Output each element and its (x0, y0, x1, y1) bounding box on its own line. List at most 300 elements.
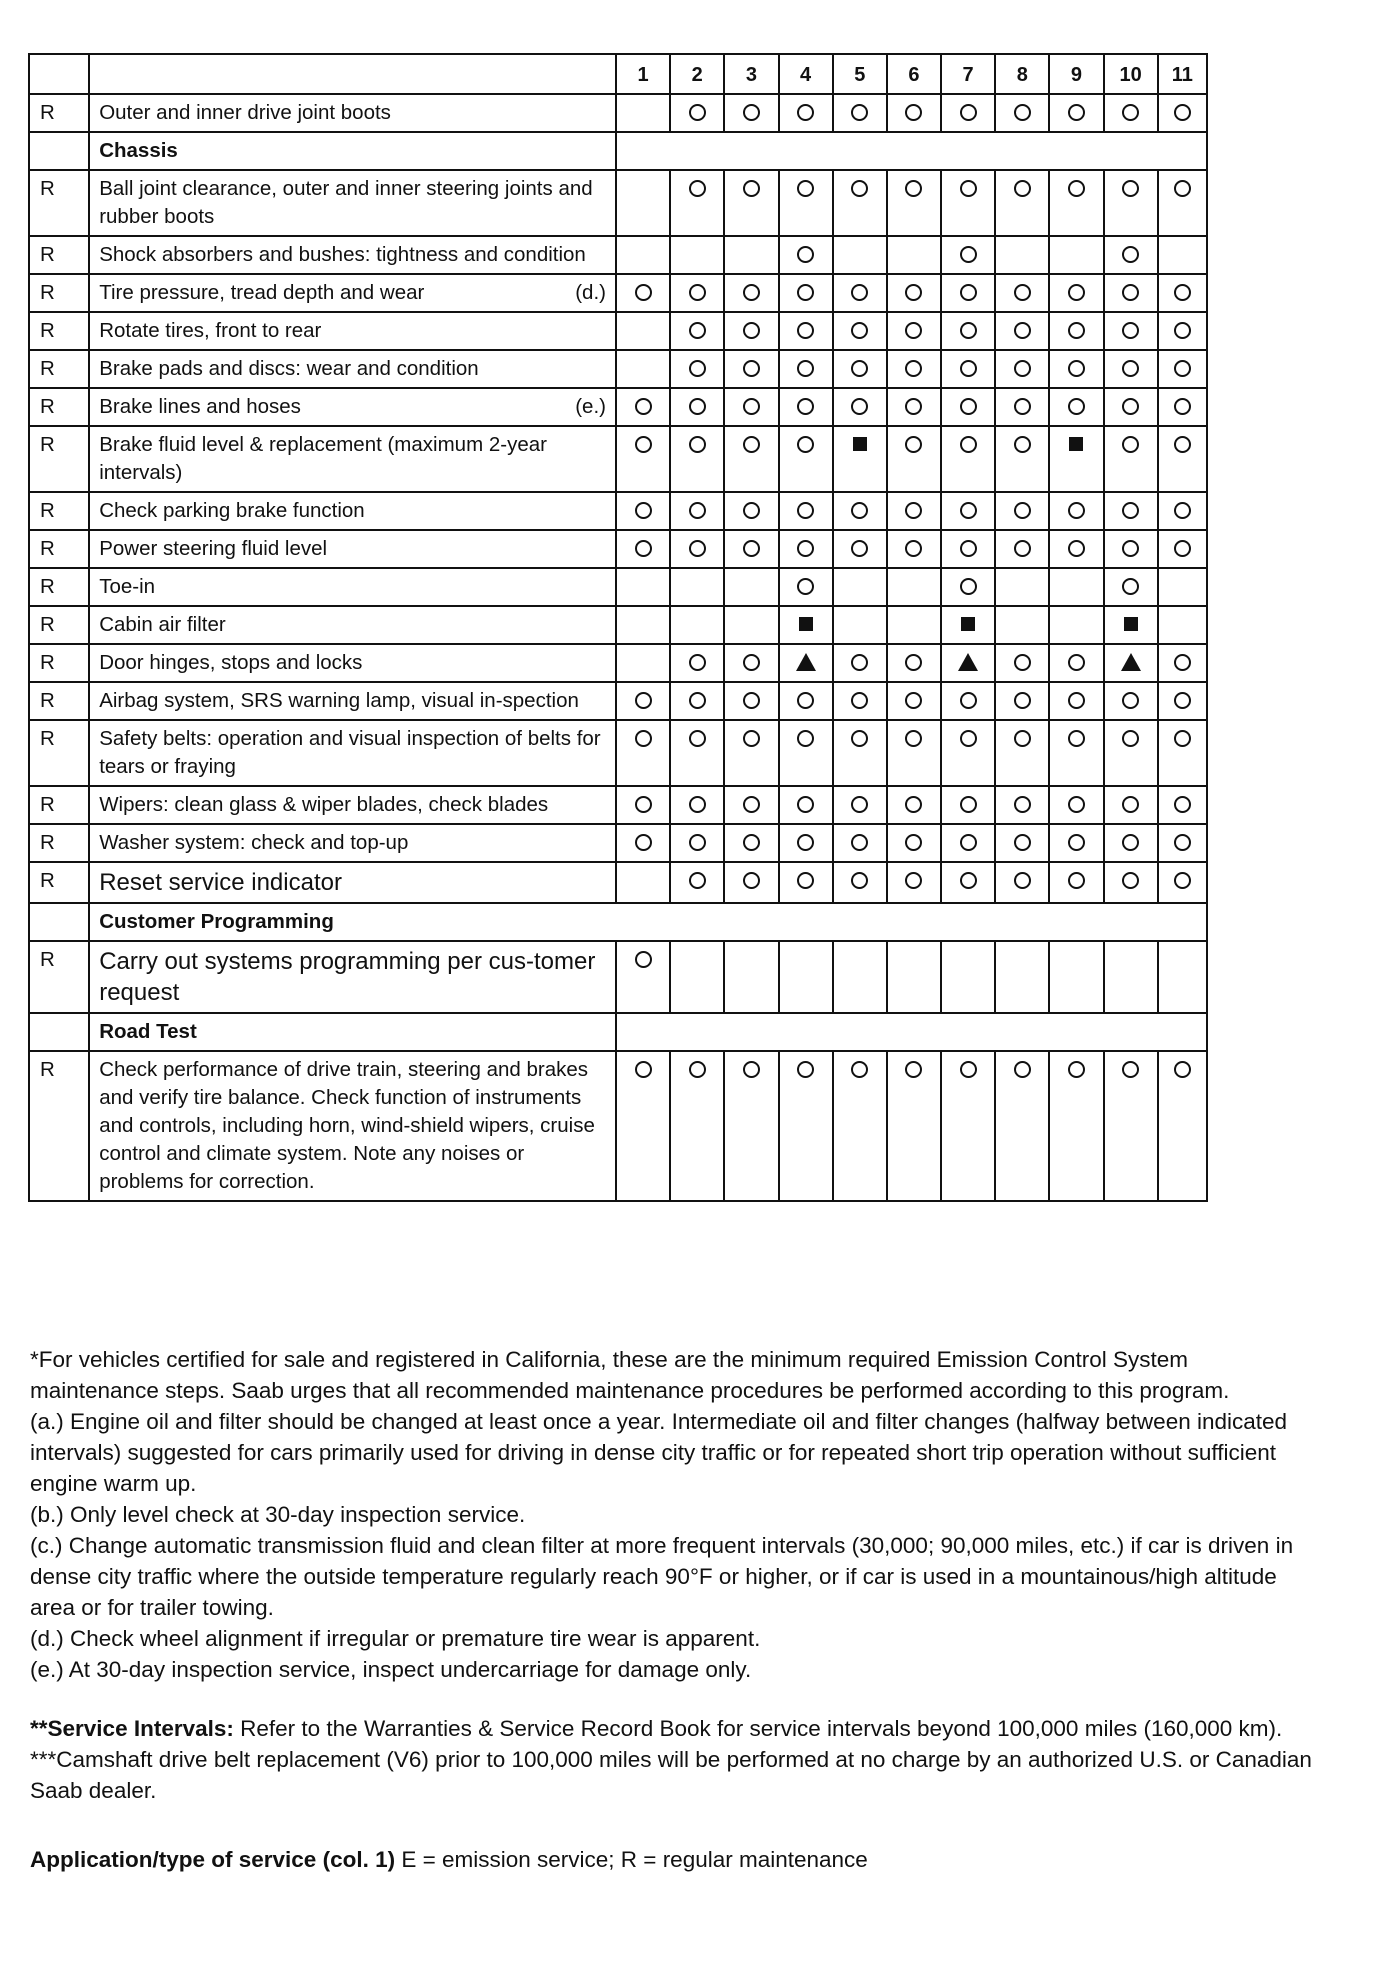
header-blank-label (89, 54, 616, 94)
interval-cell (995, 644, 1049, 682)
circle-check-icon (1174, 502, 1191, 519)
section-app-cell (29, 1013, 89, 1051)
item-label-cell (89, 312, 616, 350)
interval-cell (779, 388, 833, 426)
interval-cell (670, 824, 724, 862)
interval-cell (1049, 862, 1103, 903)
item-label-cell (89, 170, 616, 236)
table-header-row (29, 54, 1207, 94)
interval-cell (724, 786, 778, 824)
interval-cell (887, 1051, 941, 1201)
circle-check-icon (1122, 1061, 1139, 1078)
interval-cell (887, 492, 941, 530)
circle-check-icon (960, 834, 977, 851)
table-row (29, 492, 1207, 530)
circle-check-icon (905, 540, 922, 557)
interval-cell (724, 350, 778, 388)
interval-cell (1104, 492, 1158, 530)
interval-cell (616, 824, 670, 862)
interval-cell (1049, 350, 1103, 388)
interval-cell (670, 530, 724, 568)
interval-cell (995, 941, 1049, 1013)
circle-check-icon (689, 692, 706, 709)
interval-cell (1158, 568, 1207, 606)
circle-check-icon (797, 322, 814, 339)
application-code: R (29, 236, 89, 274)
circle-check-icon (635, 796, 652, 813)
interval-cell (1049, 312, 1103, 350)
interval-cell (1104, 274, 1158, 312)
column-header: 7 (941, 54, 995, 94)
circle-check-icon (797, 502, 814, 519)
interval-cell (887, 862, 941, 903)
circle-check-icon (1014, 692, 1031, 709)
triangle-lubricate-icon (796, 653, 816, 671)
interval-cell (779, 644, 833, 682)
item-label-cell (89, 350, 616, 388)
interval-cell (833, 274, 887, 312)
interval-cell (1104, 720, 1158, 786)
application-legend (30, 1844, 1320, 1875)
table-row (29, 388, 1207, 426)
circle-check-icon (743, 796, 760, 813)
table-row (29, 862, 1207, 903)
interval-cell (1104, 824, 1158, 862)
interval-cell (616, 170, 670, 236)
application-code: R (29, 388, 89, 426)
application-code: R (29, 786, 89, 824)
circle-check-icon (1014, 834, 1031, 851)
interval-cell (779, 274, 833, 312)
interval-cell (941, 568, 995, 606)
circle-check-icon (851, 502, 868, 519)
column-header: 3 (724, 54, 778, 94)
circle-check-icon (1014, 104, 1031, 121)
interval-cell (833, 426, 887, 492)
item-label-cell (89, 388, 616, 426)
circle-check-icon (1174, 540, 1191, 557)
circle-check-icon (851, 796, 868, 813)
circle-check-icon (1068, 1061, 1085, 1078)
interval-cell (724, 236, 778, 274)
circle-check-icon (851, 692, 868, 709)
circle-check-icon (1068, 730, 1085, 747)
item-label: Tire pressure, tread depth and wear (99, 281, 425, 304)
interval-cell (1158, 1051, 1207, 1201)
section-title: Road Test (89, 1013, 616, 1051)
service-intervals-text: Refer to the Warranties & Service Record Book for service intervals beyond 100,000 miles (160,000 km). (233, 1716, 1283, 1741)
interval-cell (616, 350, 670, 388)
square-replace-icon (853, 437, 867, 451)
circle-check-icon (1068, 180, 1085, 197)
interval-cell (1049, 682, 1103, 720)
interval-cell (941, 274, 995, 312)
interval-cell (1104, 682, 1158, 720)
circle-check-icon (960, 540, 977, 557)
note-a: (a.) Engine oil and filter should be changed at least once a year. Intermediate oil and filter changes (halfway between indicated intervals) suggested for cars primarily used for driving in dense city traffic or for repeated short trip operation without sufficient engine warm up. (30, 1409, 1288, 1496)
interval-cell (616, 94, 670, 132)
circle-check-icon (635, 834, 652, 851)
circle-check-icon (1014, 502, 1031, 519)
interval-cell (833, 350, 887, 388)
circle-check-icon (797, 436, 814, 453)
circle-check-icon (743, 654, 760, 671)
interval-cell (833, 606, 887, 644)
interval-cell (724, 941, 778, 1013)
circle-check-icon (1068, 104, 1085, 121)
interval-cell (779, 426, 833, 492)
section-title: Customer Programming (89, 903, 1207, 941)
interval-cell (779, 568, 833, 606)
interval-cell (941, 236, 995, 274)
circle-check-icon (960, 730, 977, 747)
application-code: R (29, 720, 89, 786)
circle-check-icon (905, 360, 922, 377)
interval-cell (1049, 824, 1103, 862)
interval-cell (941, 312, 995, 350)
interval-cell (887, 941, 941, 1013)
circle-check-icon (797, 104, 814, 121)
circle-check-icon (1014, 360, 1031, 377)
interval-cell (1049, 236, 1103, 274)
circle-check-icon (743, 502, 760, 519)
interval-cell (670, 492, 724, 530)
application-code: R (29, 94, 89, 132)
interval-cell (779, 1051, 833, 1201)
table-row (29, 824, 1207, 862)
circle-check-icon (797, 1061, 814, 1078)
interval-cell (887, 824, 941, 862)
circle-check-icon (905, 872, 922, 889)
interval-cell (779, 682, 833, 720)
interval-cell (616, 606, 670, 644)
circle-check-icon (635, 540, 652, 557)
camshaft-note: ***Camshaft drive belt replacement (V6) prior to 100,000 miles will be performed at no charge by an authorized U.S. or Canadian Saab dealer. (30, 1747, 1312, 1803)
interval-cell (616, 312, 670, 350)
interval-cell (670, 862, 724, 903)
application-code: R (29, 274, 89, 312)
circle-check-icon (1174, 796, 1191, 813)
circle-check-icon (743, 872, 760, 889)
interval-cell (887, 350, 941, 388)
item-label: Shock absorbers and bushes: tightness and condition (99, 243, 586, 266)
column-header: 5 (833, 54, 887, 94)
circle-check-icon (1122, 692, 1139, 709)
circle-check-icon (905, 180, 922, 197)
interval-cell (616, 492, 670, 530)
circle-check-icon (1068, 284, 1085, 301)
interval-cell (1104, 786, 1158, 824)
circle-check-icon (797, 398, 814, 415)
interval-cell (995, 824, 1049, 862)
interval-cell (1104, 568, 1158, 606)
item-label: Brake lines and hoses (99, 395, 301, 418)
application-code: R (29, 350, 89, 388)
service-intervals-note (30, 1713, 1320, 1744)
circle-check-icon (797, 730, 814, 747)
circle-check-icon (905, 730, 922, 747)
circle-check-icon (1122, 104, 1139, 121)
interval-cell (616, 568, 670, 606)
interval-cell (941, 94, 995, 132)
circle-check-icon (1014, 872, 1031, 889)
section-row (29, 903, 1207, 941)
interval-cell (1049, 568, 1103, 606)
circle-check-icon (960, 436, 977, 453)
circle-check-icon (635, 284, 652, 301)
item-label-cell (89, 644, 616, 682)
application-code: R (29, 941, 89, 1013)
item-footnote-ref: (e.) (575, 395, 606, 418)
circle-check-icon (689, 502, 706, 519)
circle-check-icon (851, 872, 868, 889)
interval-cell (995, 492, 1049, 530)
circle-check-icon (1174, 436, 1191, 453)
circle-check-icon (851, 398, 868, 415)
interval-cell (1158, 492, 1207, 530)
interval-cell (724, 824, 778, 862)
application-code: R (29, 682, 89, 720)
interval-cell (724, 862, 778, 903)
circle-check-icon (689, 436, 706, 453)
interval-cell (724, 388, 778, 426)
circle-check-icon (905, 834, 922, 851)
interval-cell (1158, 644, 1207, 682)
triangle-lubricate-icon (1121, 653, 1141, 671)
square-replace-icon (961, 617, 975, 631)
interval-cell (779, 606, 833, 644)
interval-cell (670, 682, 724, 720)
circle-check-icon (1174, 360, 1191, 377)
interval-cell (941, 350, 995, 388)
interval-cell (887, 388, 941, 426)
circle-check-icon (743, 284, 760, 301)
interval-cell (833, 530, 887, 568)
circle-check-icon (1122, 436, 1139, 453)
interval-cell (724, 682, 778, 720)
circle-check-icon (797, 834, 814, 851)
interval-cell (941, 941, 995, 1013)
section-empty-cell (616, 1013, 1207, 1051)
circle-check-icon (743, 436, 760, 453)
item-label-cell (89, 682, 616, 720)
interval-cell (616, 682, 670, 720)
interval-cell (1049, 530, 1103, 568)
circle-check-icon (1174, 872, 1191, 889)
circle-check-icon (1068, 540, 1085, 557)
interval-cell (779, 312, 833, 350)
circle-check-icon (635, 1061, 652, 1078)
table-row (29, 644, 1207, 682)
interval-cell (1104, 426, 1158, 492)
circle-check-icon (743, 360, 760, 377)
item-label: Rotate tires, front to rear (99, 319, 322, 342)
interval-cell (724, 170, 778, 236)
interval-cell (1049, 274, 1103, 312)
interval-cell (941, 606, 995, 644)
circle-check-icon (689, 540, 706, 557)
interval-cell (1104, 388, 1158, 426)
section-app-cell (29, 132, 89, 170)
item-label: Brake pads and discs: wear and condition (99, 357, 479, 380)
circle-check-icon (905, 322, 922, 339)
interval-cell (1049, 606, 1103, 644)
square-replace-icon (1069, 437, 1083, 451)
interval-cell (724, 1051, 778, 1201)
interval-cell (833, 941, 887, 1013)
interval-cell (1158, 720, 1207, 786)
circle-check-icon (689, 398, 706, 415)
circle-check-icon (905, 502, 922, 519)
item-label: Wipers: clean glass & wiper blades, check blades (99, 793, 549, 816)
interval-cell (887, 530, 941, 568)
circle-check-icon (635, 398, 652, 415)
item-label-cell (89, 274, 616, 312)
interval-cell (1158, 941, 1207, 1013)
interval-cell (833, 94, 887, 132)
interval-cell (887, 720, 941, 786)
item-label-cell (89, 786, 616, 824)
interval-cell (887, 568, 941, 606)
interval-cell (670, 1051, 724, 1201)
circle-check-icon (1122, 502, 1139, 519)
interval-cell (941, 824, 995, 862)
interval-cell (724, 274, 778, 312)
section-row (29, 132, 1207, 170)
interval-cell (616, 426, 670, 492)
application-code: R (29, 568, 89, 606)
note-e: (e.) At 30-day inspection service, inspect undercarriage for damage only. (30, 1657, 752, 1682)
interval-cell (941, 1051, 995, 1201)
circle-check-icon (689, 796, 706, 813)
circle-check-icon (960, 104, 977, 121)
interval-cell (779, 236, 833, 274)
table-row (29, 530, 1207, 568)
interval-cell (616, 1051, 670, 1201)
item-label-cell (89, 824, 616, 862)
circle-check-icon (797, 872, 814, 889)
circle-check-icon (635, 692, 652, 709)
circle-check-icon (1174, 692, 1191, 709)
note-d: (d.) Check wheel alignment if irregular or premature tire wear is apparent. (30, 1626, 761, 1651)
circle-check-icon (689, 654, 706, 671)
interval-cell (670, 236, 724, 274)
interval-cell (833, 388, 887, 426)
interval-cell (1158, 312, 1207, 350)
circle-check-icon (1014, 540, 1031, 557)
circle-check-icon (851, 1061, 868, 1078)
circle-check-icon (1174, 180, 1191, 197)
interval-cell (995, 682, 1049, 720)
item-label-cell (89, 530, 616, 568)
circle-check-icon (743, 322, 760, 339)
circle-check-icon (851, 360, 868, 377)
interval-cell (995, 1051, 1049, 1201)
circle-check-icon (743, 692, 760, 709)
circle-check-icon (1068, 692, 1085, 709)
interval-cell (1104, 644, 1158, 682)
interval-cell (1104, 94, 1158, 132)
circle-check-icon (635, 502, 652, 519)
table-row (29, 170, 1207, 236)
circle-check-icon (1014, 180, 1031, 197)
circle-check-icon (1174, 322, 1191, 339)
circle-check-icon (1068, 360, 1085, 377)
interval-cell (779, 720, 833, 786)
circle-check-icon (1068, 872, 1085, 889)
table-row (29, 568, 1207, 606)
interval-cell (670, 720, 724, 786)
interval-cell (779, 824, 833, 862)
interval-cell (670, 388, 724, 426)
application-code: R (29, 862, 89, 903)
circle-check-icon (960, 692, 977, 709)
interval-cell (724, 492, 778, 530)
column-header: 10 (1104, 54, 1158, 94)
item-label-cell (89, 1051, 616, 1201)
interval-cell (833, 682, 887, 720)
interval-cell (616, 388, 670, 426)
service-intervals-label: **Service Intervals: (30, 1716, 234, 1741)
interval-cell (995, 720, 1049, 786)
circle-check-icon (851, 322, 868, 339)
interval-cell (1049, 94, 1103, 132)
header-blank-app (29, 54, 89, 94)
interval-cell (995, 350, 1049, 388)
interval-cell (779, 862, 833, 903)
circle-check-icon (905, 796, 922, 813)
circle-check-icon (743, 730, 760, 747)
circle-check-icon (797, 246, 814, 263)
interval-cell (887, 644, 941, 682)
interval-cell (779, 530, 833, 568)
application-code: R (29, 426, 89, 492)
circle-check-icon (743, 180, 760, 197)
interval-cell (779, 350, 833, 388)
interval-cell (1158, 426, 1207, 492)
interval-cell (995, 606, 1049, 644)
item-label-cell (89, 94, 616, 132)
circle-check-icon (960, 1061, 977, 1078)
interval-cell (1158, 236, 1207, 274)
circle-check-icon (689, 872, 706, 889)
section-empty-cell (616, 132, 1207, 170)
item-label: Check performance of drive train, steering and brakes and verify tire balance. Check function of instruments and controls, including horn, wind-shield wipers, cruise control and climate system. Note any noises or problems for correction. (99, 1058, 595, 1193)
circle-check-icon (797, 540, 814, 557)
interval-cell (779, 170, 833, 236)
interval-cell (887, 312, 941, 350)
interval-cell (1049, 170, 1103, 236)
column-header: 9 (1049, 54, 1103, 94)
interval-cell (724, 568, 778, 606)
interval-cell (616, 530, 670, 568)
application-code: R (29, 492, 89, 530)
interval-cell (670, 350, 724, 388)
interval-cell (941, 530, 995, 568)
interval-cell (1049, 1051, 1103, 1201)
circle-check-icon (743, 834, 760, 851)
interval-cell (1158, 274, 1207, 312)
circle-check-icon (689, 834, 706, 851)
column-header: 4 (779, 54, 833, 94)
table-row (29, 606, 1207, 644)
interval-cell (779, 492, 833, 530)
circle-check-icon (689, 360, 706, 377)
circle-check-icon (1174, 1061, 1191, 1078)
circle-check-icon (635, 436, 652, 453)
interval-cell (941, 644, 995, 682)
circle-check-icon (797, 692, 814, 709)
